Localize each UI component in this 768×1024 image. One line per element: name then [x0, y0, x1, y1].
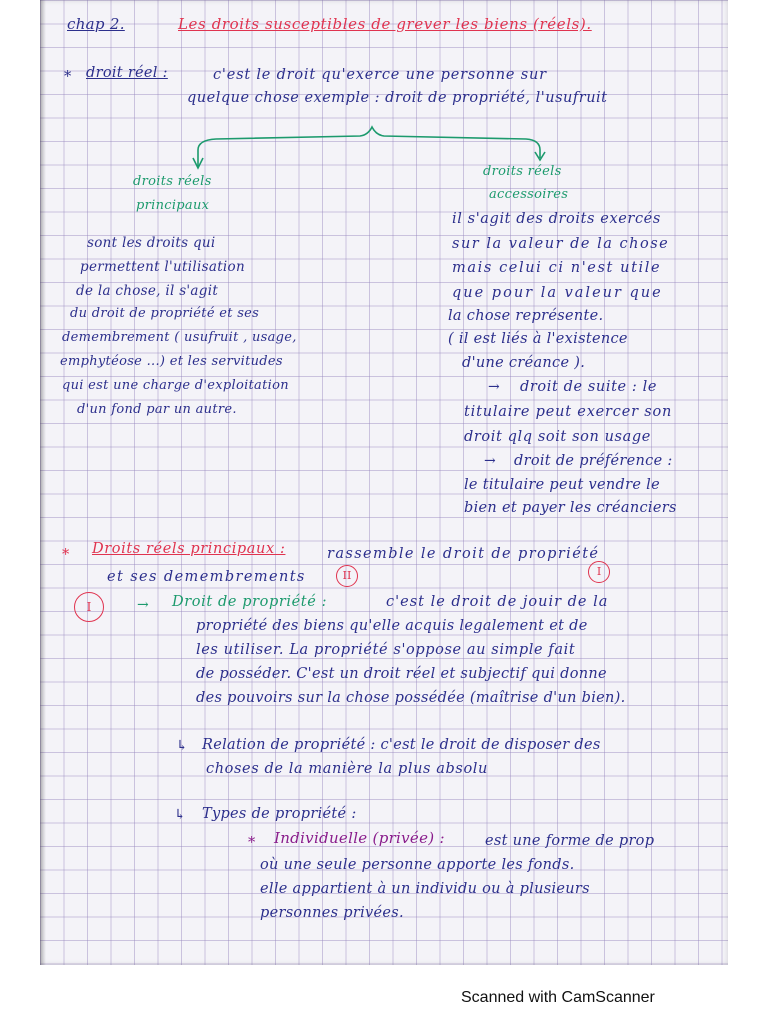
- scanned-notebook-page: [40, 0, 728, 965]
- definition-line-1: c'est le droit qu'exerce une personne sur: [213, 67, 547, 83]
- droit-de-suite-line: droit qlq soit son usage: [464, 429, 651, 445]
- left-col-line: du droit de propriété et ses: [70, 306, 260, 321]
- roman-one-marker: I: [588, 561, 610, 583]
- return-arrow-icon: ↳: [176, 738, 188, 754]
- section-text-2: et ses demembrements: [107, 569, 306, 585]
- left-branch-heading-2: principaux: [136, 198, 210, 213]
- right-col-line: mais celui ci n'est utile: [452, 260, 662, 276]
- chapter-title: Les droits susceptibles de grever les biens (réels).: [178, 15, 592, 33]
- chapter-label: chap 2.: [67, 15, 125, 33]
- types-item-label: Individuelle (privée) :: [274, 829, 445, 847]
- left-col-line: emphytéose ...) et les servitudes: [60, 354, 283, 369]
- droit-de-preference-label: droit de préférence :: [514, 453, 673, 469]
- right-col-line: d'une créance ).: [462, 355, 586, 371]
- right-branch-heading-1: droits réels: [483, 164, 562, 179]
- return-arrow-icon: ↳: [174, 807, 186, 823]
- right-col-line: que pour la valeur que: [452, 285, 663, 301]
- left-col-line: demembrement ( usufruit , usage,: [62, 330, 297, 345]
- left-col-line: de la chose, il s'agit: [76, 283, 219, 299]
- droit-de-preference-line: le titulaire peut vendre le: [464, 477, 660, 493]
- droit-de-suite-label: droit de suite : le: [520, 379, 658, 395]
- left-col-line: sont les droits qui: [87, 235, 216, 251]
- right-col-line: la chose représente.: [448, 308, 604, 324]
- right-branch-heading-2: accessoires: [489, 187, 569, 202]
- right-col-line: sur la valeur de la chose: [452, 236, 670, 252]
- types-line-3: elle appartient à un individu ou à plusieurs: [260, 881, 590, 897]
- bullet-star: *: [62, 547, 70, 563]
- types-heading: Types de propriété :: [202, 806, 357, 822]
- arrow-right-icon: →: [137, 597, 149, 613]
- camscanner-watermark: Scanned with CamScanner: [461, 989, 655, 1006]
- propriete-line-5: des pouvoirs sur la chose possédée (maîtrise d'un bien).: [196, 690, 626, 706]
- left-col-line: permettent l'utilisation: [80, 259, 245, 275]
- propriete-line-1: c'est le droit de jouir de la: [386, 594, 609, 610]
- droit-de-suite-line: titulaire peut exercer son: [464, 404, 673, 420]
- relation-line-2: choses de la manière la plus absolu: [206, 761, 488, 777]
- types-line-4: personnes privées.: [260, 905, 404, 921]
- right-col-line: ( il est liés à l'existence: [448, 331, 628, 347]
- types-line-2: où une seule personne apporte les fonds.: [260, 857, 575, 873]
- bullet-star: *: [64, 69, 72, 85]
- definition-term: droit réel :: [86, 65, 168, 81]
- section-title: Droits réels principaux :: [92, 541, 286, 557]
- droit-de-preference-line: bien et payer les créanciers: [464, 500, 677, 516]
- propriete-label: Droit de propriété :: [172, 594, 328, 610]
- arrow-right-icon: →: [484, 453, 496, 469]
- types-star: *: [248, 835, 256, 851]
- arrow-right-icon: →: [488, 379, 500, 395]
- roman-one-marker-left: I: [74, 592, 104, 622]
- left-branch-heading-1: droits réels: [133, 174, 212, 189]
- section-text-1: rassemble le droit de propriété: [327, 546, 600, 562]
- propriete-line-2: propriété des biens qu'elle acquis legalement et de: [196, 618, 588, 634]
- right-col-line: il s'agit des droits exercés: [452, 211, 661, 227]
- roman-two-marker: II: [336, 565, 358, 587]
- types-line-1: est une forme de prop: [485, 833, 655, 849]
- relation-line-1: Relation de propriété : c'est le droit de disposer des: [202, 737, 601, 753]
- definition-line-2: quelque chose exemple : droit de propriété, l'usufruit: [187, 90, 608, 106]
- left-col-line: d'un fond par un autre.: [77, 402, 237, 417]
- left-col-line: qui est une charge d'exploitation: [62, 378, 289, 393]
- propriete-line-3: les utiliser. La propriété s'oppose au simple fait: [196, 642, 576, 658]
- propriete-line-4: de posséder. C'est un droit réel et subjectif qui donne: [196, 666, 607, 682]
